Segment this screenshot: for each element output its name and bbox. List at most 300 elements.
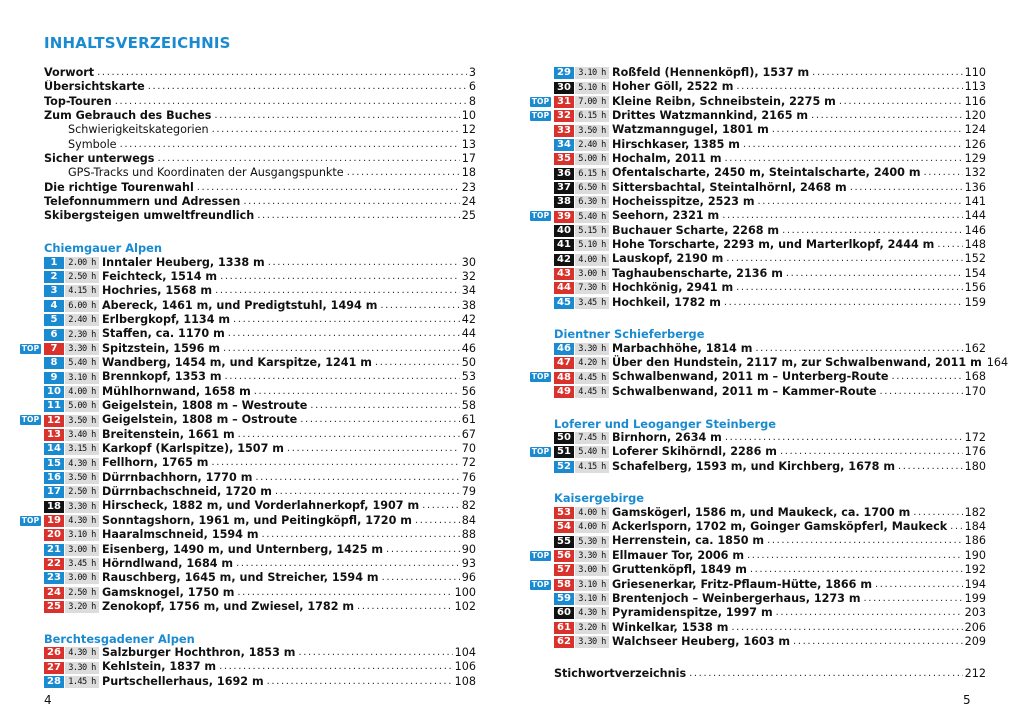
dot-leaders <box>267 675 453 689</box>
tour-entry[interactable] <box>44 399 476 413</box>
tour-entry[interactable] <box>554 563 986 577</box>
tour-number: 53 <box>554 507 574 519</box>
tour-number: 62 <box>554 636 574 648</box>
entry-label: Zum Gebrauch des Buches <box>44 109 212 123</box>
section-gap <box>44 614 476 632</box>
tour-entry[interactable] <box>44 356 476 370</box>
tour-entry[interactable] <box>554 460 986 474</box>
tour-entry[interactable] <box>44 370 476 384</box>
tour-name: Hochalm, 2011 m <box>612 152 722 166</box>
tour-entry[interactable] <box>554 606 986 620</box>
tour-number: 61 <box>554 622 574 634</box>
dot-leaders <box>262 528 460 542</box>
tour-number: 15 <box>44 458 64 470</box>
tour-number: 54 <box>554 521 574 533</box>
region-heading: Loferer und Leoganger Steinberge <box>554 416 777 431</box>
tour-page: 164 <box>986 356 1009 370</box>
section-gap <box>554 649 986 667</box>
toc-entry[interactable] <box>44 138 476 152</box>
tour-page: 58 <box>461 399 476 413</box>
tour-entry[interactable] <box>44 586 476 600</box>
tour-entry[interactable] <box>554 385 986 399</box>
tour-page: 162 <box>964 341 986 355</box>
tour-duration: 6.15 h <box>575 110 609 122</box>
tour-duration: 3.50 h <box>65 472 99 484</box>
toc-entry[interactable] <box>44 123 476 137</box>
tour-entry[interactable] <box>531 209 986 223</box>
entry-label: Stichwortverzeichnis <box>554 666 687 680</box>
toc-entry[interactable] <box>44 209 476 223</box>
dot-leaders <box>880 385 963 399</box>
tour-entry[interactable] <box>44 471 476 485</box>
tour-page: 170 <box>964 384 986 398</box>
tour-entry[interactable] <box>44 660 476 674</box>
tour-entry[interactable] <box>44 256 476 270</box>
tour-entry[interactable] <box>531 370 986 384</box>
tour-number: 11 <box>44 400 64 412</box>
tour-duration: 3.10 h <box>575 593 609 605</box>
top-tour-badge: TOP <box>21 415 40 425</box>
tour-duration: 3.30 h <box>575 636 609 648</box>
tour-duration: 2.30 h <box>65 329 99 341</box>
tour-page: 120 <box>964 109 986 123</box>
tour-duration: 3.00 h <box>575 268 609 280</box>
tour-page: 90 <box>461 542 476 556</box>
tour-entry[interactable] <box>554 281 986 295</box>
tour-page: 203 <box>964 606 986 620</box>
tour-number: 1 <box>44 257 64 269</box>
tour-entry[interactable] <box>554 166 986 180</box>
dot-leaders <box>236 557 460 571</box>
tour-duration: 7.30 h <box>575 282 609 294</box>
tour-name: Birnhorn, 2634 m <box>612 430 722 444</box>
dot-leaders <box>793 635 963 649</box>
dot-leaders <box>223 342 460 356</box>
tour-entry[interactable] <box>44 270 476 284</box>
tour-entry[interactable] <box>531 94 986 109</box>
toc-entry[interactable] <box>44 152 476 166</box>
tour-entry[interactable] <box>44 646 476 660</box>
tour-name: Dürrnbachschneid, 1720 m <box>102 485 272 499</box>
tour-duration: 3.15 h <box>65 443 99 455</box>
tour-name: Geigelstein, 1808 m – Westroute <box>102 399 308 413</box>
dot-leaders <box>375 356 460 370</box>
tour-duration: 5.00 h <box>575 153 609 165</box>
toc-left-column <box>21 66 476 689</box>
tour-page: 38 <box>461 298 476 312</box>
tour-entry[interactable] <box>44 675 476 689</box>
tour-name: Eisenberg, 1490 m, und Unternberg, 1425 m <box>102 542 384 556</box>
tour-entry[interactable] <box>44 543 476 557</box>
toc-entry[interactable] <box>44 66 476 80</box>
tour-number: 38 <box>554 196 574 208</box>
tour-page: 152 <box>964 252 986 266</box>
tour-name: Abereck, 1461 m, und Predigtstuhl, 1494 m <box>102 298 378 312</box>
entry-page: 6 <box>468 80 476 94</box>
tour-page: 102 <box>454 599 476 613</box>
tour-entry[interactable] <box>554 224 986 238</box>
tour-entry[interactable] <box>554 181 986 195</box>
tour-page: 192 <box>964 563 986 577</box>
dot-leaders <box>310 399 459 413</box>
dot-leaders <box>97 66 467 80</box>
tour-name: Kehlstein, 1837 m <box>102 660 217 674</box>
tour-number: 2 <box>44 271 64 283</box>
tour-name: Gamsknogel, 1750 m <box>102 585 235 599</box>
tour-page: 126 <box>964 137 986 151</box>
entry-page: 17 <box>461 152 476 166</box>
tour-duration: 3.10 h <box>65 529 99 541</box>
tour-duration: 3.00 h <box>65 544 99 556</box>
dot-leaders <box>211 456 459 470</box>
tour-page: 30 <box>461 255 476 269</box>
tour-entry[interactable] <box>44 385 476 399</box>
tour-page: 146 <box>964 223 986 237</box>
tour-name: Seehorn, 2321 m <box>612 209 720 223</box>
dot-leaders <box>243 195 459 209</box>
tour-entry[interactable] <box>554 635 986 649</box>
tour-duration: 3.45 h <box>575 297 609 309</box>
tour-duration: 3.10 h <box>575 579 609 591</box>
tour-name: Rauschberg, 1645 m, und Streicher, 1594 m <box>102 571 379 585</box>
tour-name: Brennkopf, 1353 m <box>102 370 222 384</box>
tour-number: 9 <box>44 372 64 384</box>
tour-number: 37 <box>554 182 574 194</box>
tour-page: 100 <box>454 585 476 599</box>
tour-duration: 6.30 h <box>575 196 609 208</box>
tour-duration: 4.00 h <box>575 521 609 533</box>
tour-name: Walchseer Heuberg, 1603 m <box>612 634 791 648</box>
tour-name: Sittersbachtal, Steintalhörnl, 2468 m <box>612 180 847 194</box>
tour-duration: 3.00 h <box>575 564 609 576</box>
dot-leaders <box>197 181 460 195</box>
tour-number: 33 <box>554 125 574 137</box>
tour-duration: 2.00 h <box>65 257 99 269</box>
tour-page: 129 <box>964 152 986 166</box>
entry-page: 212 <box>964 666 986 680</box>
entry-label: Schwierigkeitskategorien <box>68 123 209 137</box>
tour-name: Hörndlwand, 1684 m <box>102 556 234 570</box>
tour-entry[interactable] <box>554 138 986 152</box>
tour-number: 28 <box>44 676 64 688</box>
tour-number: 48 <box>554 372 574 384</box>
tour-number: 20 <box>44 529 64 541</box>
tour-name: Haaralmschneid, 1594 m <box>102 528 259 542</box>
dot-leaders <box>725 152 963 166</box>
tour-page: 67 <box>461 427 476 441</box>
tour-number: 23 <box>44 572 64 584</box>
toc-entry[interactable] <box>554 667 986 681</box>
tour-name: Hochries, 1568 m <box>102 284 213 298</box>
tour-name: Dürrnbachhorn, 1770 m <box>102 470 253 484</box>
tour-duration: 5.00 h <box>65 400 99 412</box>
tour-page: 56 <box>461 384 476 398</box>
top-tour-badge: TOP <box>21 343 40 353</box>
tour-number: 12 <box>44 415 64 427</box>
tour-entry[interactable] <box>554 534 986 548</box>
dot-leaders <box>275 485 460 499</box>
dot-leaders <box>380 299 459 313</box>
tour-duration: 3.40 h <box>65 429 99 441</box>
tour-page: 172 <box>964 430 986 444</box>
dot-leaders <box>422 499 460 513</box>
tour-entry[interactable] <box>44 499 476 513</box>
tour-number: 50 <box>554 432 574 444</box>
tour-name: Pyramidenspitze, 1997 m <box>612 606 773 620</box>
dot-leaders <box>268 256 460 270</box>
tour-duration: 6.15 h <box>575 168 609 180</box>
dot-leaders <box>743 138 963 152</box>
toc-entry[interactable] <box>44 195 476 209</box>
tour-name: Hochkönig, 2941 m <box>612 281 734 295</box>
tour-page: 82 <box>461 499 476 513</box>
tour-number: 6 <box>44 329 64 341</box>
tour-duration: 3.30 h <box>65 501 99 513</box>
tour-name: Fellhorn, 1765 m <box>102 456 209 470</box>
tour-entry[interactable] <box>554 431 986 445</box>
tour-duration: 4.20 h <box>575 357 609 369</box>
tour-name: Marbachhöhe, 1814 m <box>612 341 753 355</box>
toc-entry[interactable] <box>44 80 476 94</box>
tour-name: Hocheisspitze, 2523 m <box>612 195 755 209</box>
tour-number: 58 <box>554 579 574 591</box>
dot-leaders <box>875 578 963 592</box>
tour-page: 106 <box>454 660 476 674</box>
dot-leaders <box>157 152 459 166</box>
toc-entry[interactable] <box>44 166 476 180</box>
tour-page: 184 <box>964 520 986 534</box>
tour-name: Taghaubenscharte, 2136 m <box>612 266 783 280</box>
tour-entry[interactable] <box>554 195 986 209</box>
dot-leaders <box>219 660 453 674</box>
tour-name: Hoher Göll, 2522 m <box>612 80 734 94</box>
tour-number: 52 <box>554 461 574 473</box>
dot-leaders <box>115 95 467 109</box>
tour-entry[interactable] <box>554 356 1009 370</box>
toc-entry[interactable] <box>44 95 476 109</box>
toc-entry[interactable] <box>44 109 476 123</box>
tour-entry[interactable] <box>554 621 986 635</box>
top-tour-badge: TOP <box>531 372 550 382</box>
tour-number: 18 <box>44 501 64 513</box>
tour-entry[interactable] <box>44 327 476 341</box>
tour-number: 36 <box>554 168 574 180</box>
tour-entry[interactable] <box>44 284 476 298</box>
dot-leaders <box>780 445 963 459</box>
toc-entry[interactable] <box>44 181 476 195</box>
tour-page: 113 <box>964 80 986 94</box>
tour-page: 46 <box>461 341 476 355</box>
tour-name: Hirscheck, 1882 m, und Vorderlahnerkopf, 1907 m <box>102 499 420 513</box>
tour-number: 22 <box>44 558 64 570</box>
tour-name: Mühlhornwand, 1658 m <box>102 384 251 398</box>
tour-duration: 5.30 h <box>575 536 609 548</box>
tour-entry[interactable] <box>554 506 986 520</box>
tour-page: 76 <box>461 470 476 484</box>
tour-duration: 3.20 h <box>575 622 609 634</box>
tour-entry[interactable] <box>44 485 476 499</box>
dot-leaders <box>782 224 963 238</box>
tour-duration: 3.10 h <box>575 67 609 79</box>
tour-page: 110 <box>964 66 986 79</box>
tour-page: 79 <box>461 485 476 499</box>
tour-number: 3 <box>44 285 64 297</box>
tour-number: 45 <box>554 297 574 309</box>
dot-leaders <box>850 181 963 195</box>
tour-page: 70 <box>461 442 476 456</box>
tour-page: 93 <box>461 556 476 570</box>
tour-number: 34 <box>554 139 574 151</box>
tour-duration: 3.45 h <box>65 558 99 570</box>
tour-name: Feichteck, 1514 m <box>102 269 218 283</box>
tour-duration: 2.40 h <box>65 314 99 326</box>
tour-name: Winkelkar, 1538 m <box>612 620 729 634</box>
tour-entry[interactable] <box>21 413 476 427</box>
tour-page: 148 <box>964 238 986 252</box>
tour-number: 40 <box>554 225 574 237</box>
dot-leaders <box>238 428 460 442</box>
region-heading: Berchtesgadener Alpen <box>44 631 195 646</box>
tour-entry[interactable] <box>44 557 476 571</box>
entry-label: Die richtige Tourenwahl <box>44 180 194 194</box>
entry-page: 24 <box>461 195 476 209</box>
tour-name: Schwalbenwand, 2011 m – Kammer-Route <box>612 384 877 398</box>
tour-duration: 4.15 h <box>575 461 609 473</box>
tour-number: 24 <box>44 587 64 599</box>
top-tour-badge: TOP <box>531 447 550 457</box>
tour-entry[interactable] <box>554 80 986 94</box>
tour-duration: 2.40 h <box>575 139 609 151</box>
entry-label: Übersichtskarte <box>44 80 145 94</box>
tour-name: Ackerlsporn, 1702 m, Goinger Gamsköpferl, Maukeck <box>612 520 948 534</box>
tour-entry[interactable] <box>44 456 476 470</box>
tour-entry[interactable] <box>21 341 476 356</box>
tour-entry[interactable] <box>44 313 476 327</box>
tour-number: 60 <box>554 607 574 619</box>
dot-leaders <box>257 209 460 223</box>
tour-entry[interactable] <box>44 571 476 585</box>
region-heading: Kaisergebirge <box>554 491 644 506</box>
tour-number: 59 <box>554 593 574 605</box>
tour-entry[interactable] <box>531 109 986 123</box>
dot-leaders <box>731 621 962 635</box>
tour-duration: 4.45 h <box>575 372 609 384</box>
entry-page: 18 <box>461 166 476 180</box>
tour-entry[interactable] <box>554 592 986 606</box>
tour-duration: 5.15 h <box>575 225 609 237</box>
tour-number: 55 <box>554 536 574 548</box>
tour-number: 4 <box>44 300 64 312</box>
tour-name: Spitzstein, 1596 m <box>102 341 220 355</box>
tour-number: 56 <box>554 550 574 562</box>
tour-duration: 5.40 h <box>575 446 609 458</box>
tour-duration: 4.00 h <box>575 254 609 266</box>
tour-name: Buchauer Scharte, 2268 m <box>612 223 780 237</box>
tour-entry[interactable] <box>44 299 476 313</box>
section-gap <box>554 399 986 417</box>
entry-label: Skibergsteigen umweltfreundlich <box>44 209 255 223</box>
tour-entry[interactable] <box>531 548 986 563</box>
tour-number: 10 <box>44 386 64 398</box>
tour-entry[interactable] <box>44 600 476 614</box>
tour-name: Karkopf (Karlspitze), 1507 m <box>102 442 284 456</box>
entry-page: 13 <box>461 137 476 151</box>
tour-duration: 5.40 h <box>575 211 609 223</box>
tour-name: Roßfeld (Hennenköpfl), 1537 m <box>612 66 810 79</box>
tour-page: 159 <box>964 295 986 309</box>
page-number-left: 4 <box>44 693 52 707</box>
tour-duration: 1.45 h <box>65 676 99 688</box>
entry-page: 23 <box>461 180 476 194</box>
tour-duration: 4.30 h <box>65 647 99 659</box>
tour-entry[interactable] <box>554 66 986 80</box>
tour-name: Geigelstein, 1808 m – Ostroute <box>102 413 298 427</box>
tour-name: Griesenerkar, Fritz-Pflaum-Hütte, 1866 m <box>612 577 872 591</box>
dot-leaders <box>898 460 963 474</box>
tour-duration: 4.00 h <box>65 386 99 398</box>
entry-label: Telefonnummern und Adressen <box>44 195 241 209</box>
dot-leaders <box>772 123 963 137</box>
tour-number: 57 <box>554 564 574 576</box>
tour-entry[interactable] <box>554 123 986 137</box>
tour-entry[interactable] <box>44 528 476 542</box>
tour-entry[interactable] <box>554 238 986 252</box>
dot-leaders <box>382 571 460 585</box>
dot-leaders <box>347 166 460 180</box>
top-tour-badge: TOP <box>531 111 550 121</box>
dot-leaders <box>215 284 460 298</box>
top-tour-badge: TOP <box>531 550 550 560</box>
dot-leaders <box>736 281 963 295</box>
dot-leaders <box>725 431 963 445</box>
dot-leaders <box>755 342 962 356</box>
tour-name: Herrenstein, ca. 1850 m <box>612 534 765 548</box>
dot-leaders <box>255 471 459 485</box>
tour-name: Ofentalscharte, 2450 m, Steintalscharte, 2400 m <box>612 166 921 180</box>
tour-entry[interactable] <box>554 342 986 356</box>
tour-entry[interactable] <box>531 577 986 592</box>
entry-label: Sicher unterwegs <box>44 152 155 166</box>
tour-entry[interactable] <box>531 445 986 459</box>
tour-number: 49 <box>554 386 574 398</box>
tour-page: 144 <box>964 209 986 223</box>
tour-name: Staffen, ca. 1170 m <box>102 327 225 341</box>
tour-name: Ellmauer Tor, 2006 m <box>612 548 745 562</box>
tour-entry[interactable] <box>21 513 476 528</box>
dot-leaders <box>237 586 452 600</box>
tour-entry[interactable] <box>554 267 986 281</box>
tour-duration: 7.45 h <box>575 432 609 444</box>
tour-entry[interactable] <box>44 428 476 442</box>
tour-entry[interactable] <box>554 520 986 534</box>
tour-name: Schafelberg, 1593 m, und Kirchberg, 1678 m <box>612 459 895 473</box>
tour-duration: 6.00 h <box>65 300 99 312</box>
tour-duration: 5.10 h <box>575 239 609 251</box>
dot-leaders <box>924 166 963 180</box>
section-gap <box>554 474 986 492</box>
tour-entry[interactable] <box>44 442 476 456</box>
tour-duration: 3.00 h <box>65 572 99 584</box>
tour-entry[interactable] <box>554 252 986 266</box>
tour-entry[interactable] <box>554 296 986 310</box>
tour-name: Erlbergkopf, 1134 m <box>102 313 231 326</box>
dot-leaders <box>212 123 460 137</box>
region-heading: Chiemgauer Alpen <box>44 241 162 256</box>
tour-entry[interactable] <box>554 152 986 166</box>
dot-leaders <box>724 296 963 310</box>
entry-page: 3 <box>468 66 476 79</box>
top-tour-badge: TOP <box>531 211 550 221</box>
